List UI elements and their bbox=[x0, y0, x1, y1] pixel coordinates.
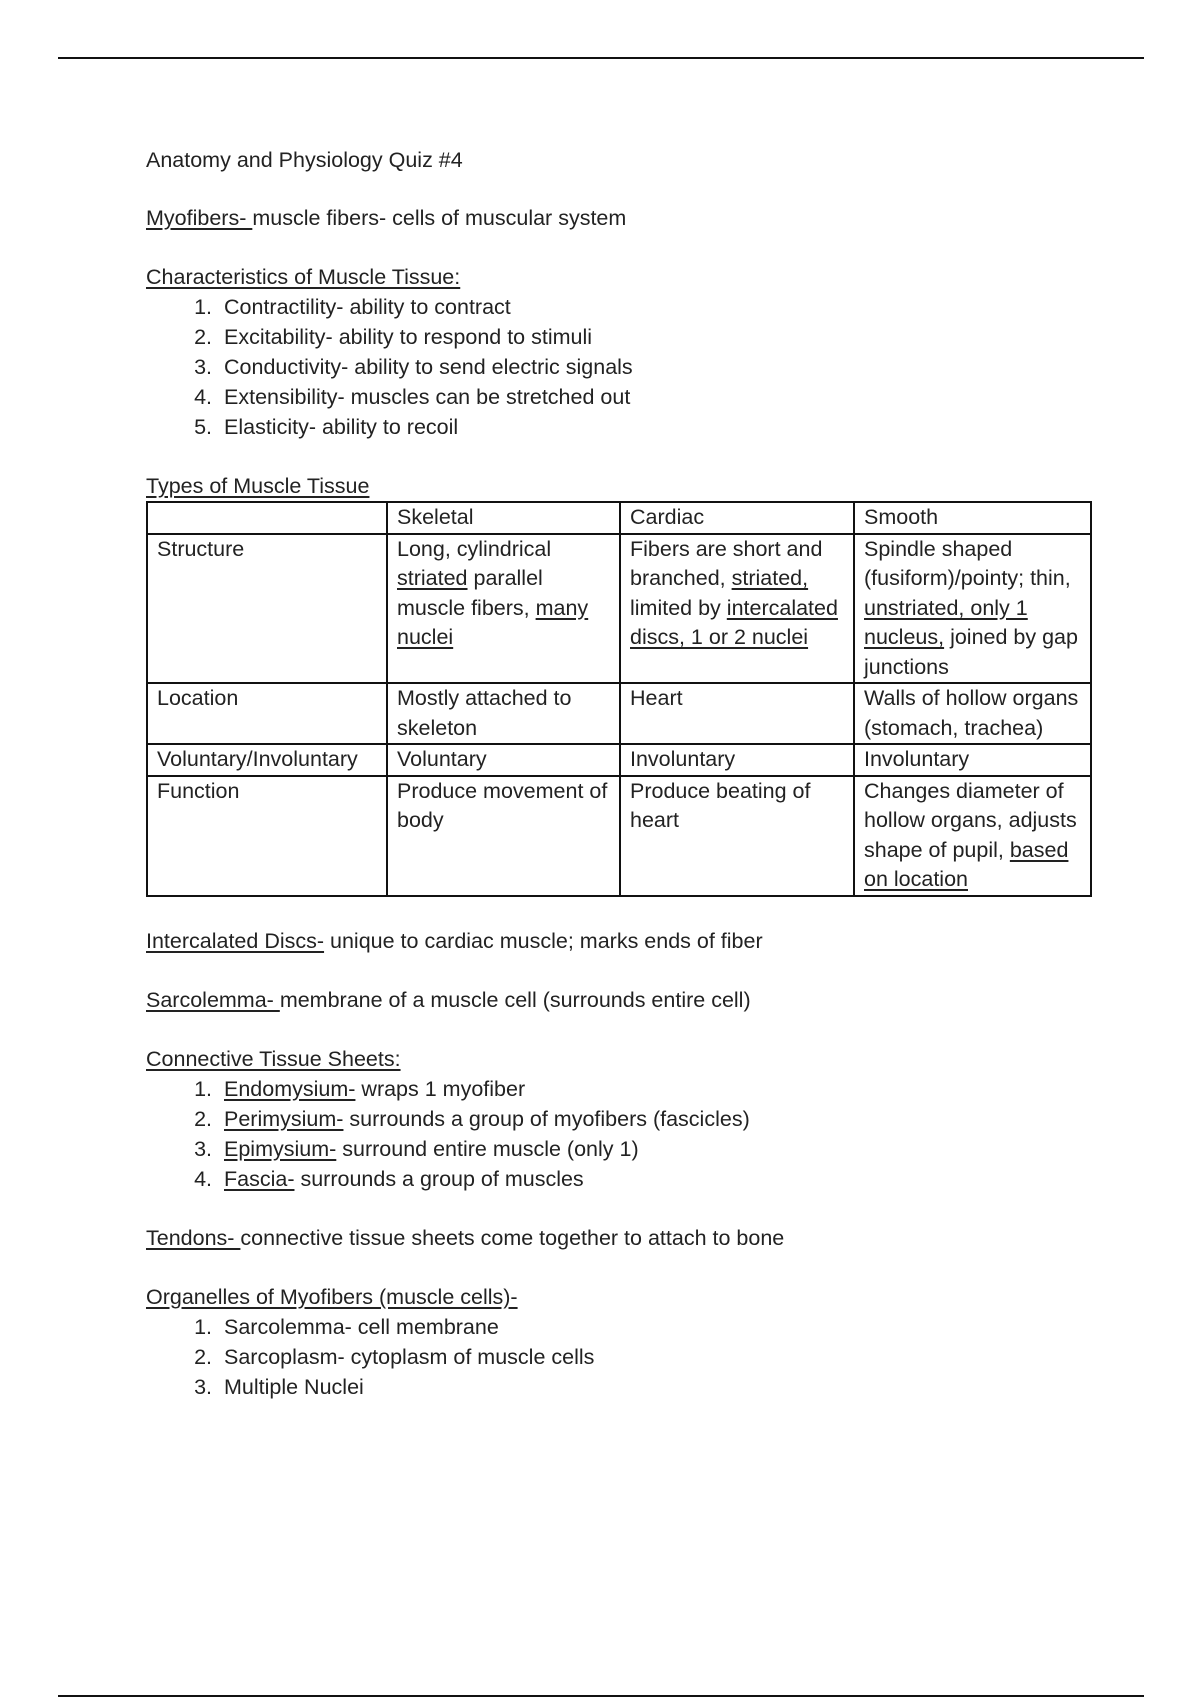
page-bottom-rule bbox=[58, 1695, 1144, 1697]
list-text: wraps 1 myofiber bbox=[355, 1076, 526, 1101]
list-item: 3. Multiple Nuclei bbox=[218, 1372, 1096, 1402]
characteristics-heading: Characteristics of Muscle Tissue: bbox=[146, 265, 461, 289]
list-item bbox=[218, 1074, 1096, 1104]
cell-structure-cardiac bbox=[620, 534, 854, 684]
intercalated-discs-definition bbox=[146, 926, 1096, 956]
characteristics-list bbox=[146, 292, 1096, 442]
list-item bbox=[218, 1134, 1096, 1164]
cell-location-smooth: Walls of hollow organs (stomach, trachea) bbox=[854, 683, 1091, 744]
intercalated-text: unique to cardiac muscle; marks ends of fiber bbox=[324, 928, 763, 953]
myofibers-definition bbox=[146, 203, 1096, 233]
connective-list bbox=[146, 1074, 1096, 1194]
myofibers-text: muscle fibers- cells of muscular system bbox=[252, 206, 627, 230]
table-row-location bbox=[147, 683, 1091, 744]
tendons-text: connective tissue sheets come together to attach to bone bbox=[240, 1225, 785, 1250]
muscle-types-table bbox=[146, 501, 1092, 897]
list-item: 3. Conductivity- ability to send electric signals bbox=[218, 352, 1096, 382]
cell-voluntary-cardiac: Involuntary bbox=[620, 744, 854, 776]
tendons-term: Tendons- bbox=[146, 1225, 241, 1250]
intercalated-term: Intercalated Discs- bbox=[146, 928, 325, 953]
cell-text: joined by gap junctions bbox=[864, 625, 1078, 679]
row-label-voluntary: Voluntary/Involuntary bbox=[147, 744, 387, 776]
cell-text-underlined: striated bbox=[397, 566, 468, 590]
cell-text: Spindle shaped (fusiform)/pointy; thin, bbox=[864, 536, 1071, 590]
organelles-list bbox=[146, 1312, 1096, 1402]
list-item: 1. Sarcolemma- cell membrane bbox=[218, 1312, 1096, 1342]
sarcolemma-term: Sarcolemma- bbox=[146, 987, 280, 1012]
table-header-row bbox=[147, 502, 1091, 534]
list-item bbox=[218, 1164, 1096, 1194]
cell-voluntary-smooth: Involuntary bbox=[854, 744, 1091, 776]
cell-text-underlined: many nuclei bbox=[397, 595, 589, 649]
table-row-structure bbox=[147, 534, 1091, 684]
list-text: surround entire muscle (only 1) bbox=[336, 1136, 639, 1161]
list-item: 2. Excitability- ability to respond to stimuli bbox=[218, 322, 1096, 352]
sarcolemma-definition bbox=[146, 985, 1096, 1015]
cell-location-cardiac: Heart bbox=[620, 683, 854, 744]
list-term: Epimysium- bbox=[224, 1136, 337, 1161]
list-item: 2. Sarcoplasm- cytoplasm of muscle cells bbox=[218, 1342, 1096, 1372]
list-term: Perimysium- bbox=[224, 1106, 344, 1131]
list-text: surrounds a group of muscles bbox=[294, 1166, 584, 1191]
list-item: 5. Elasticity- ability to recoil bbox=[218, 412, 1096, 442]
cell-text: Changes diameter of hollow organs, adjusts shape of pupil, bbox=[864, 778, 1077, 862]
page-top-rule bbox=[58, 57, 1144, 59]
list-term: Endomysium- bbox=[224, 1076, 356, 1101]
list-item: 1. Contractility- ability to contract bbox=[218, 292, 1096, 322]
table-row-voluntary bbox=[147, 744, 1091, 776]
cell-structure-skeletal bbox=[387, 534, 620, 684]
list-item: 4. Extensibility- muscles can be stretched out bbox=[218, 382, 1096, 412]
row-label-structure: Structure bbox=[147, 534, 387, 684]
connective-heading: Connective Tissue Sheets: bbox=[146, 1046, 401, 1071]
organelles-heading: Organelles of Myofibers (muscle cells)- bbox=[146, 1284, 518, 1309]
muscle-types-heading: Types of Muscle Tissue bbox=[146, 474, 370, 498]
tendons-definition bbox=[146, 1223, 1096, 1253]
cell-text-underlined: unstriated, only 1 nucleus, bbox=[864, 595, 1028, 649]
cell-text-underlined: based on location bbox=[864, 837, 1069, 891]
list-item bbox=[218, 1104, 1096, 1134]
document-page bbox=[146, 145, 1096, 1431]
cell-text: limited by bbox=[630, 595, 727, 620]
cell-voluntary-skeletal: Voluntary bbox=[387, 744, 620, 776]
cell-text: Long, cylindrical bbox=[397, 536, 552, 561]
list-text: surrounds a group of myofibers (fascicles) bbox=[343, 1106, 750, 1131]
document-title: Anatomy and Physiology Quiz #4 bbox=[146, 148, 463, 172]
row-label-function: Function bbox=[147, 776, 387, 896]
cell-text: Fibers are short and branched, bbox=[630, 536, 823, 590]
myofibers-term: Myofibers- bbox=[146, 206, 253, 230]
table-row-function bbox=[147, 776, 1091, 896]
cell-location-skeletal: Mostly attached to skeleton bbox=[387, 683, 620, 744]
header-cell-blank bbox=[147, 502, 387, 534]
header-cell-cardiac: Cardiac bbox=[620, 502, 854, 534]
sarcolemma-text: membrane of a muscle cell (surrounds entire cell) bbox=[279, 987, 751, 1012]
cell-function-skeletal: Produce movement of body bbox=[387, 776, 620, 896]
row-label-location: Location bbox=[147, 683, 387, 744]
cell-text: parallel muscle fibers, bbox=[397, 566, 543, 620]
cell-function-cardiac: Produce beating of heart bbox=[620, 776, 854, 896]
cell-text-underlined: striated, bbox=[731, 566, 809, 590]
header-cell-smooth: Smooth bbox=[854, 502, 1091, 534]
list-term: Fascia- bbox=[224, 1166, 295, 1191]
cell-text-underlined: intercalated discs, 1 or 2 nuclei bbox=[630, 595, 838, 649]
cell-function-smooth bbox=[854, 776, 1091, 896]
header-cell-skeletal: Skeletal bbox=[387, 502, 620, 534]
cell-structure-smooth bbox=[854, 534, 1091, 684]
